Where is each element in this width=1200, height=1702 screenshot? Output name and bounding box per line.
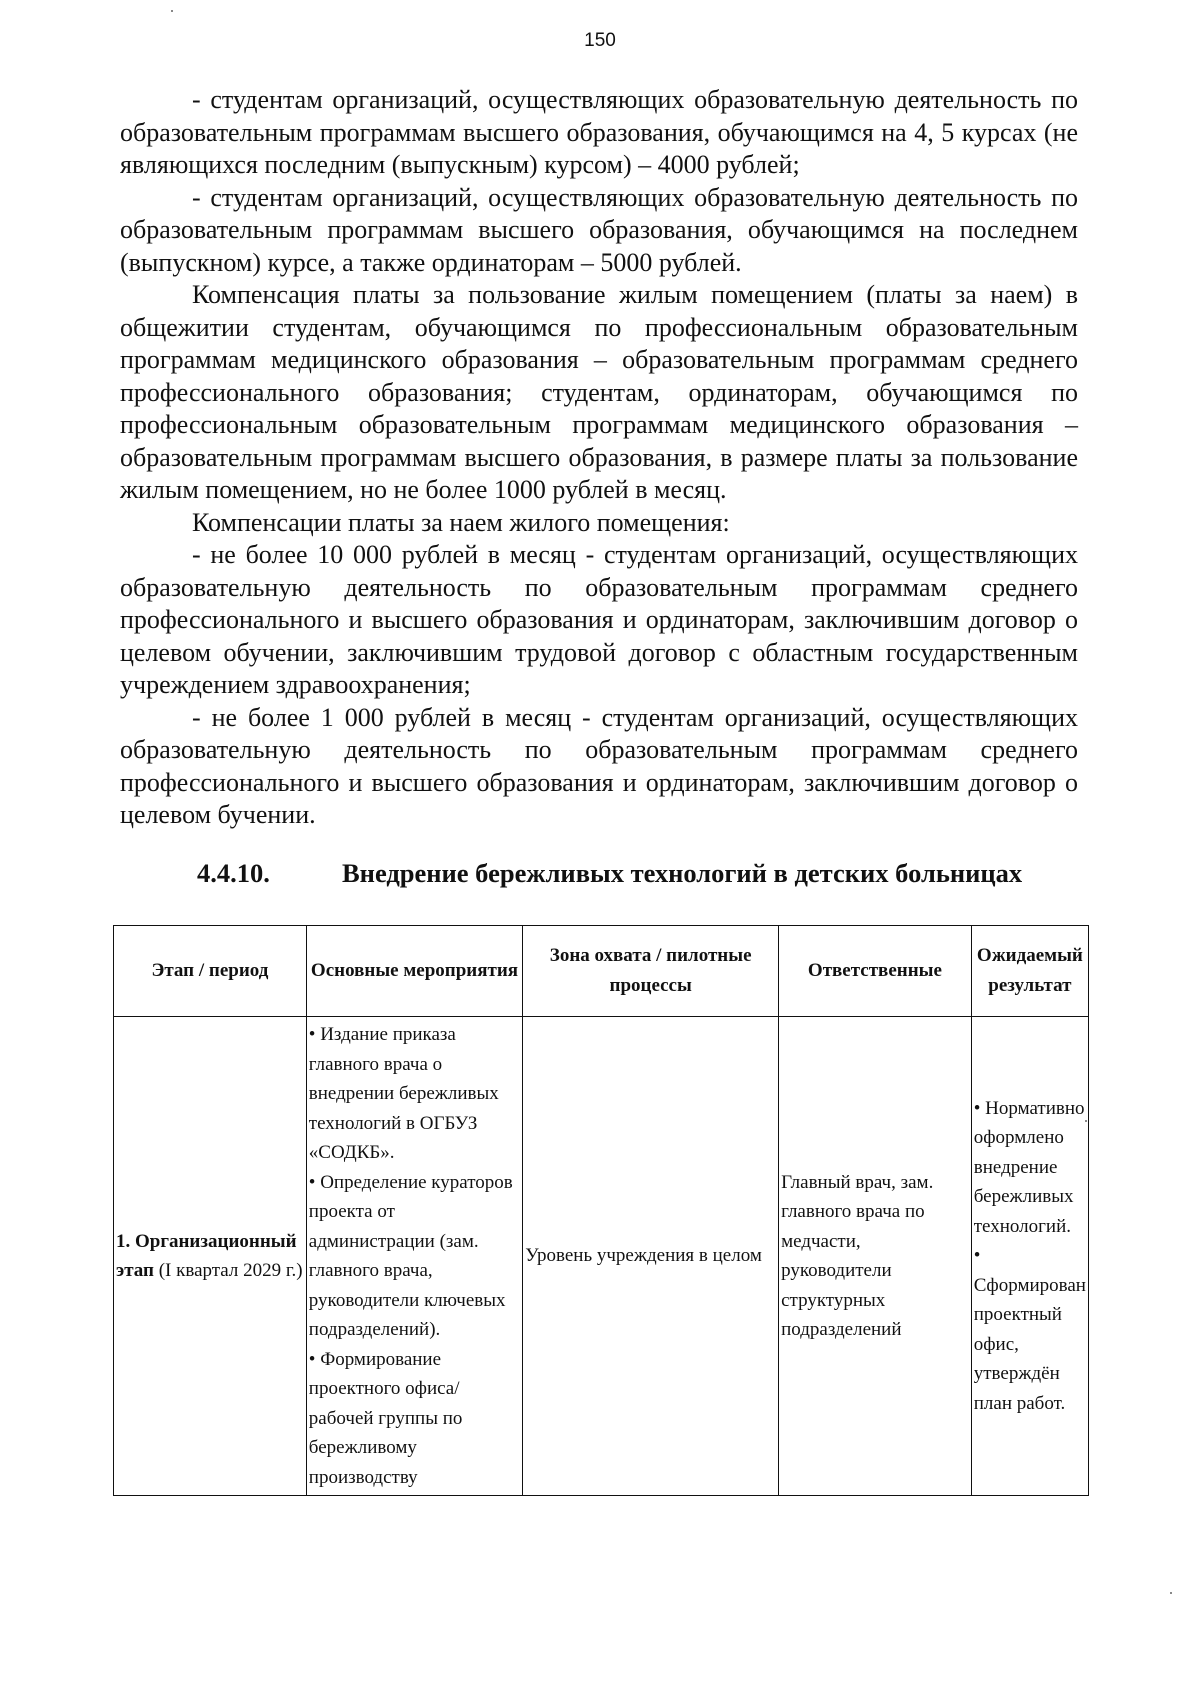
paragraph-4: Компенсации платы за наем жилого помещения: [192, 507, 730, 537]
page-number: 150 [584, 30, 616, 51]
section-heading [197, 858, 1022, 889]
result-item: • Сформирован проектный офис, утверждён план работ. [973, 1245, 1086, 1414]
table-header-row [114, 926, 1089, 1017]
measure-item: • Издание приказа главного врача о внедрении бережливых технологий в ОГБУЗ «СОДКБ». [308, 1024, 499, 1163]
table-row [114, 1017, 1089, 1496]
stage-period: (I квартал 2029 г.) [153, 1260, 303, 1281]
cell-measures [306, 1017, 522, 1496]
scan-speck [1170, 1592, 1172, 1594]
section-title: Внедрение бережливых технологий в детских больницах [342, 858, 1023, 888]
scan-speck [1085, 1120, 1087, 1122]
paragraph-5: - не более 10 000 рублей в месяц - студентам организаций, осуществляющих образовательную деятельность по образовательным программам среднего профессионального и высшего образования и ординаторам, заключившим договор о целевом обучении, заключившим трудовой договор с областным государственным учреждением здравоохранения; [120, 540, 1078, 699]
measure-item: • Формирование проектного офиса/рабочей группы по бережливому производству [308, 1348, 463, 1488]
measure-item: • Определение кураторов проекта от администрации (зам. главного врача, руководители ключевых подразделений). [308, 1171, 513, 1340]
scan-speck [171, 10, 173, 12]
paragraph-2: - студентам организаций, осуществляющих образовательную деятельность по образовательным программам высшего образования, обучающимся на последнем (выпускном) курсе, а также ординаторам – 5000 рублей. [120, 182, 1078, 277]
cell-stage [114, 1017, 307, 1496]
header-responsible: Ответственные [779, 926, 972, 1017]
cell-results [971, 1017, 1088, 1496]
section-number: 4.4.10. [197, 858, 270, 888]
paragraph-3: Компенсация платы за пользование жилым помещением (платы за наем) в общежитии студентам, обучающимся по профессиональным образовательным программам медицинского образования – образовательным программам среднего профессионального образования; студентам, ординаторам, обучающимся по профессиональным образовательным программам медицинского образования – образовательным программам высшего образования, в размере платы за пользование жилым помещением, но не более 1000 рублей в месяц. [120, 280, 1078, 504]
body-text [120, 84, 1078, 832]
result-item: • Нормативно оформлено внедрение бережливых технологий. [973, 1097, 1085, 1237]
header-measures: Основные мероприятия [306, 926, 522, 1017]
plan-table [113, 925, 1089, 1496]
stage-title: 1. Организационный этап [116, 1230, 297, 1281]
header-stage: Этап / период [114, 926, 307, 1017]
paragraph-6: - не более 1 000 рублей в месяц - студентам организаций, осуществляющих образовательную деятельность по образовательным программам среднего профессионального и высшего образования и ординаторам, заключившим договор о целевом бучении. [120, 702, 1078, 829]
header-result: Ожидаемый результат [971, 926, 1088, 1017]
header-scope: Зона охвата / пилотные процессы [523, 926, 779, 1017]
cell-responsible: Главный врач, зам. главного врача по медчасти, руководители структурных подразделений [779, 1017, 972, 1496]
cell-scope: Уровень учреждения в целом [523, 1017, 779, 1496]
paragraph-1: - студентам организаций, осуществляющих образовательную деятельность по образовательным программам высшего образования, обучающимся на 4, 5 курсах (не являющихся последним (выпускным) курсом) – 4000 рублей; [120, 85, 1078, 179]
